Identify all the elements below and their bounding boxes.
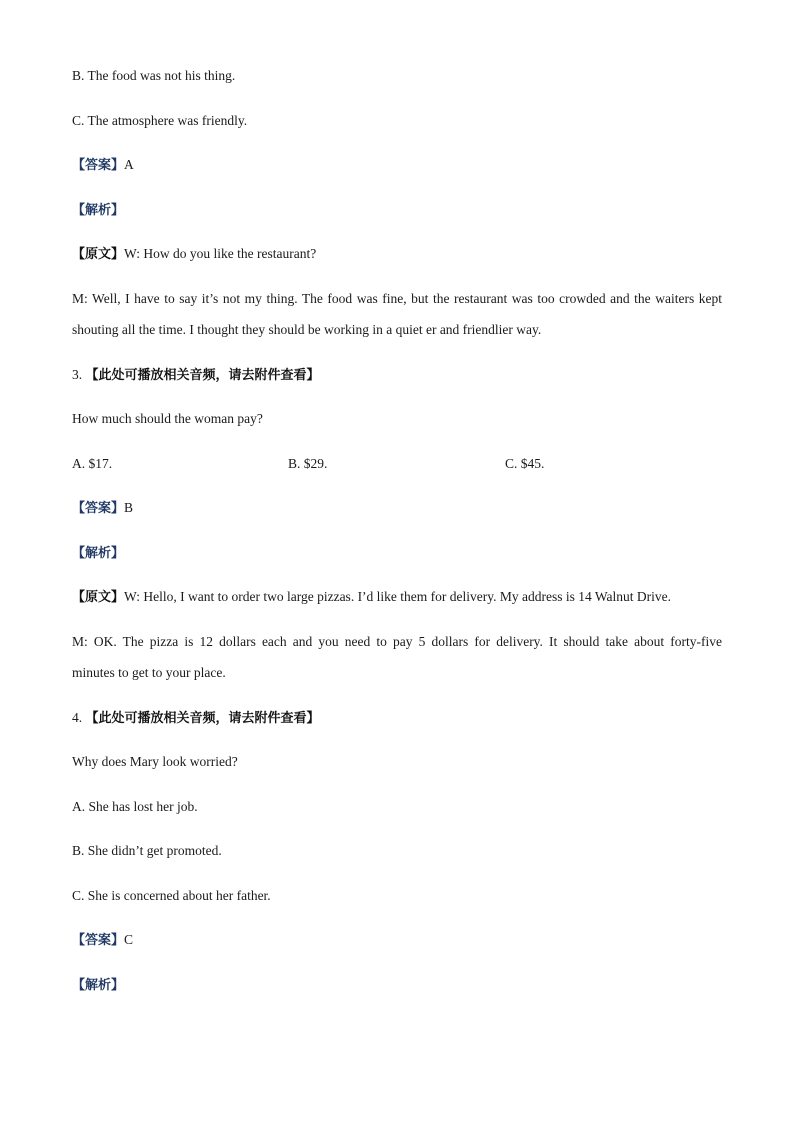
q3-answer: [72, 499, 133, 518]
q3-heading: [72, 366, 320, 385]
answer-value: B: [124, 500, 134, 515]
script-text: W: Hello, I want to order two large pizzas. I’d like them for delivery. My address is 14 Walnut Drive.: [124, 589, 672, 604]
q3-option-a: A. $17.: [72, 456, 113, 471]
script-tag: 【原文】: [72, 590, 125, 605]
script-text: W: How do you like the restaurant?: [124, 246, 317, 261]
q3-option-c: C. $45.: [505, 456, 545, 471]
analysis-tag: 【解析】: [72, 546, 125, 561]
q2-script-m-line1: M: Well, I have to say it’s not my thing. The food was fine, but the restaurant was too crowded and the waiters kept: [72, 291, 722, 306]
script-tag: 【原文】: [72, 247, 125, 262]
q4-question: Why does Mary look worried?: [72, 754, 238, 769]
answer-value: C: [124, 932, 134, 947]
answer-tag: 【答案】: [72, 158, 125, 173]
question-number: 4.: [72, 710, 83, 725]
q4-option-a: A. She has lost her job.: [72, 799, 198, 814]
answer-value: A: [124, 157, 134, 172]
q3-script-w: [72, 588, 671, 607]
q2-analysis: [72, 201, 124, 220]
q3-script-m-line1: M: OK. The pizza is 12 dollars each and you need to pay 5 dollars for delivery. It should take about forty-five: [72, 634, 722, 649]
q2-answer: [72, 156, 134, 175]
audio-note[interactable]: 【此处可播放相关音频，请去附件查看】: [85, 711, 320, 726]
q4-analysis: [72, 976, 124, 995]
q3-option-b: B. $29.: [288, 456, 328, 471]
audio-note[interactable]: 【此处可播放相关音频，请去附件查看】: [85, 368, 320, 383]
q4-heading: [72, 709, 320, 728]
q4-option-c: C. She is concerned about her father.: [72, 888, 271, 903]
q4-answer: [72, 931, 133, 950]
q3-script-m-line2: minutes to get to your place.: [72, 665, 226, 680]
analysis-tag: 【解析】: [72, 978, 125, 993]
answer-tag: 【答案】: [72, 933, 125, 948]
answer-tag: 【答案】: [72, 501, 125, 516]
question-number: 3.: [72, 367, 83, 382]
analysis-tag: 【解析】: [72, 203, 125, 218]
q2-script-w: [72, 245, 316, 264]
q3-question: How much should the woman pay?: [72, 411, 263, 426]
q3-analysis: [72, 544, 124, 563]
q4-option-b: B. She didn’t get promoted.: [72, 843, 222, 858]
q2-option-b: B. The food was not his thing.: [72, 68, 236, 83]
q2-script-m-line2: shouting all the time. I thought they should be working in a quiet er and friendlier way.: [72, 322, 542, 337]
q2-option-c: C. The atmosphere was friendly.: [72, 113, 248, 128]
